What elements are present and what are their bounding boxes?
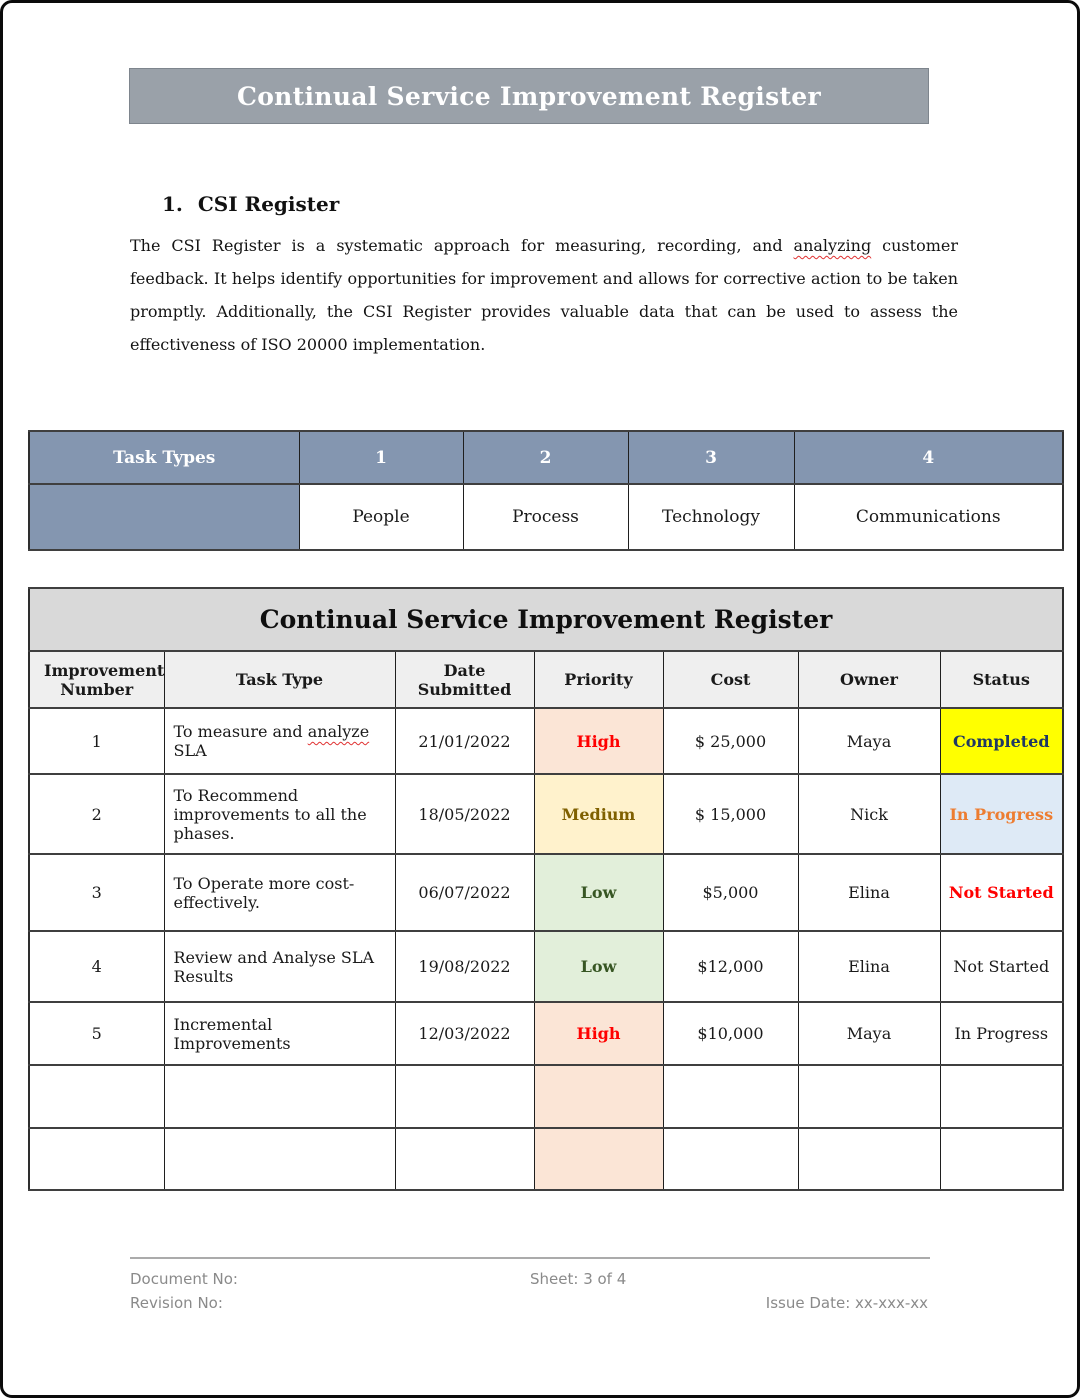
table-row — [29, 1128, 1063, 1190]
task-type-cell — [164, 1128, 395, 1190]
csi-register-table — [28, 587, 1064, 1191]
register-title-row — [29, 588, 1063, 651]
owner-cell: Nick — [798, 774, 940, 854]
cost-cell: $5,000 — [663, 854, 798, 931]
date-submitted-cell: 18/05/2022 — [395, 774, 534, 854]
status-cell — [940, 1128, 1063, 1190]
issue-date-label: Issue Date: xx-xxx-xx — [765, 1294, 928, 1312]
table-row — [29, 1002, 1063, 1065]
improvement-number-cell — [29, 1128, 164, 1190]
task-type-cell: To Operate more cost-effectively. — [164, 854, 395, 931]
task-type-col-2: 2 — [463, 431, 628, 484]
priority-cell: Low — [534, 854, 663, 931]
date-submitted-cell — [395, 1128, 534, 1190]
task-type-col-3: 3 — [628, 431, 794, 484]
register-table-title: Continual Service Improvement Register — [29, 588, 1063, 651]
column-header: Cost — [663, 651, 798, 708]
status-cell — [940, 1065, 1063, 1128]
task-type-col-4: 4 — [794, 431, 1063, 484]
improvement-number-cell: 3 — [29, 854, 164, 931]
task-type-technology: Technology — [628, 484, 794, 550]
footer-divider — [130, 1257, 930, 1259]
task-types-empty-cell — [29, 484, 299, 550]
column-header: Task Type — [164, 651, 395, 708]
status-cell: In Progress — [940, 1002, 1063, 1065]
table-row — [29, 854, 1063, 931]
status-cell: Completed — [940, 708, 1063, 774]
priority-cell — [534, 1065, 663, 1128]
column-header: Status — [940, 651, 1063, 708]
owner-cell — [798, 1128, 940, 1190]
column-header: Date Submitted — [395, 651, 534, 708]
column-header: Priority — [534, 651, 663, 708]
intro-text-part2: customer feedback. It helps identify opportunities for improvement and allows for corrective action to be taken promptly. Additionally, the CSI Register provides valuable data that can be used to assess the effectiveness of ISO 20000 implementation. — [130, 236, 958, 354]
owner-cell — [798, 1065, 940, 1128]
date-submitted-cell: 21/01/2022 — [395, 708, 534, 774]
date-submitted-cell — [395, 1065, 534, 1128]
priority-cell: High — [534, 1002, 663, 1065]
document-no-label: Document No: — [130, 1270, 238, 1288]
cost-cell — [663, 1065, 798, 1128]
status-cell: Not Started — [940, 854, 1063, 931]
task-type-col-1: 1 — [299, 431, 463, 484]
owner-cell: Elina — [798, 854, 940, 931]
owner-cell: Maya — [798, 1002, 940, 1065]
task-type-people: People — [299, 484, 463, 550]
table-row — [29, 931, 1063, 1002]
task-type-cell: To measure and analyze SLA — [164, 708, 395, 774]
task-types-header: Task Types — [29, 431, 299, 484]
section-heading — [162, 192, 1077, 216]
improvement-number-cell: 2 — [29, 774, 164, 854]
priority-cell: High — [534, 708, 663, 774]
revision-no-label: Revision No: — [130, 1294, 223, 1312]
misspelled-word: analyze — [307, 722, 370, 741]
date-submitted-cell: 06/07/2022 — [395, 854, 534, 931]
task-type-cell: Review and Analyse SLA Results — [164, 931, 395, 1002]
cost-cell: $10,000 — [663, 1002, 798, 1065]
priority-cell: Low — [534, 931, 663, 1002]
intro-paragraph — [130, 229, 958, 361]
table-row — [29, 708, 1063, 774]
footer-row-1 — [130, 1267, 930, 1291]
cost-cell — [663, 1128, 798, 1190]
task-type-cell: Incremental Improvements — [164, 1002, 395, 1065]
task-type-cell — [164, 1065, 395, 1128]
table-row — [29, 774, 1063, 854]
cost-cell: $ 25,000 — [663, 708, 798, 774]
misspelled-word: analyzing — [793, 236, 872, 255]
column-header: Improvement Number — [29, 651, 164, 708]
task-types-values-row — [29, 484, 1063, 550]
section-heading-text: CSI Register — [197, 192, 340, 216]
page-title: Continual Service Improvement Register — [237, 81, 821, 111]
improvement-number-cell: 4 — [29, 931, 164, 1002]
column-header: Owner — [798, 651, 940, 708]
improvement-number-cell — [29, 1065, 164, 1128]
priority-cell — [534, 1128, 663, 1190]
cost-cell: $12,000 — [663, 931, 798, 1002]
status-cell: In Progress — [940, 774, 1063, 854]
document-page — [3, 3, 1077, 1395]
table-row — [29, 1065, 1063, 1128]
task-type-cell: To Recommend improvements to all the phases. — [164, 774, 395, 854]
date-submitted-cell: 19/08/2022 — [395, 931, 534, 1002]
improvement-number-cell: 1 — [29, 708, 164, 774]
intro-text-part1: The CSI Register is a systematic approach for measuring, recording, and — [130, 236, 794, 255]
footer-row-2 — [130, 1291, 930, 1315]
improvement-number-cell: 5 — [29, 1002, 164, 1065]
task-type-process: Process — [463, 484, 628, 550]
task-type-communications: Communications — [794, 484, 1063, 550]
page-footer — [130, 1257, 930, 1315]
page-title-banner — [129, 68, 929, 124]
task-types-header-row — [29, 431, 1063, 484]
task-types-table — [28, 430, 1064, 551]
priority-cell: Medium — [534, 774, 663, 854]
sheet-label: Sheet: 3 of 4 — [530, 1270, 627, 1288]
register-column-header-row — [29, 651, 1063, 708]
date-submitted-cell: 12/03/2022 — [395, 1002, 534, 1065]
cost-cell: $ 15,000 — [663, 774, 798, 854]
status-cell: Not Started — [940, 931, 1063, 1002]
owner-cell: Elina — [798, 931, 940, 1002]
owner-cell: Maya — [798, 708, 940, 774]
section-number: 1. — [162, 192, 183, 216]
